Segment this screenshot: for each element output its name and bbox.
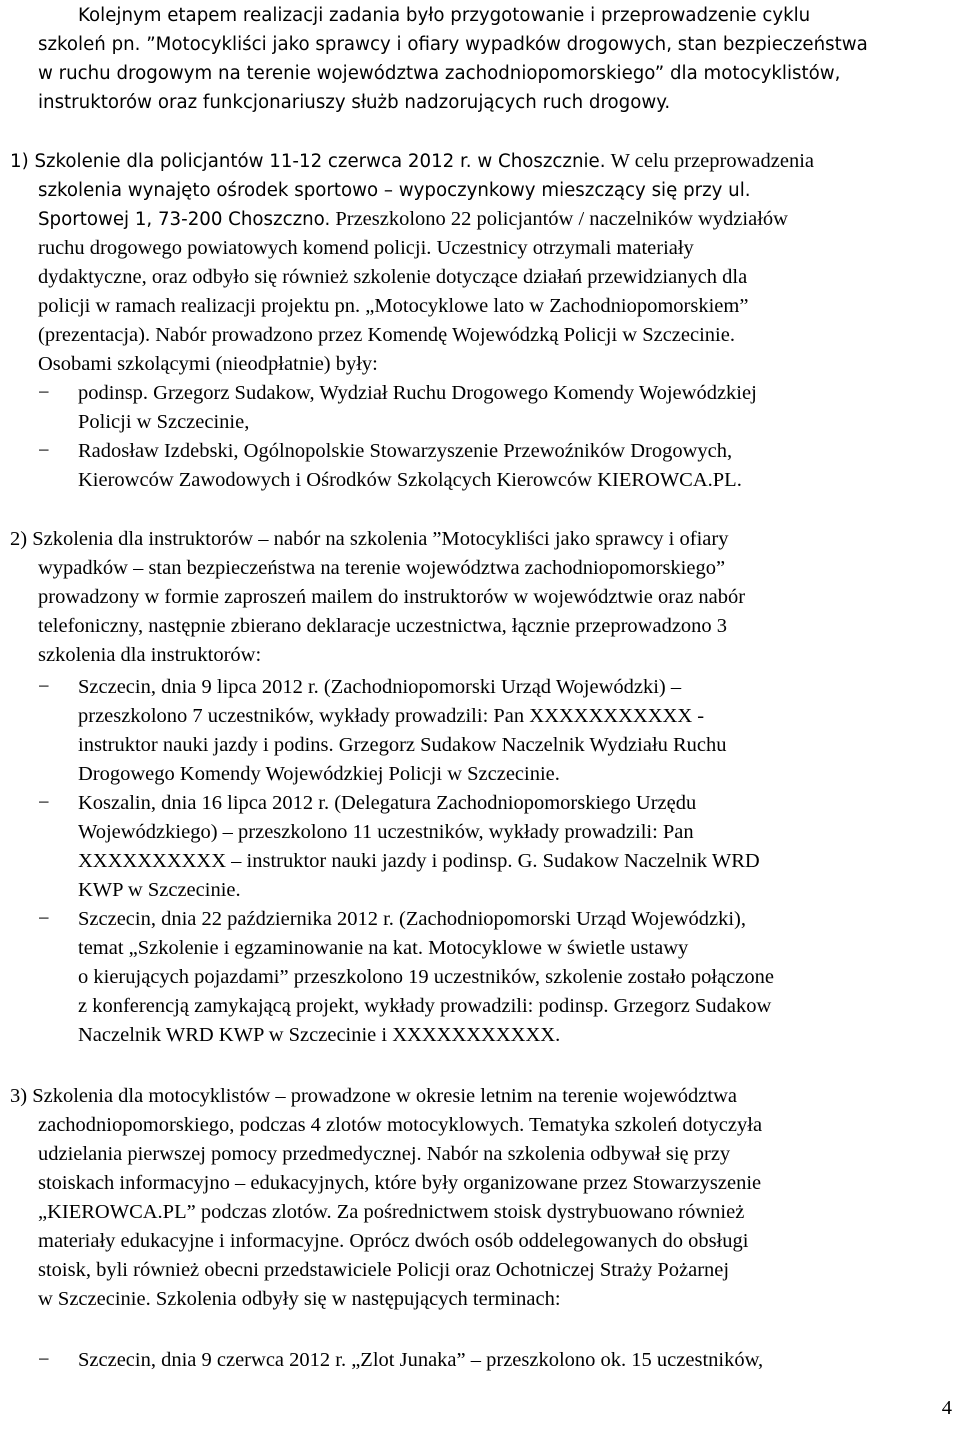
section-1-line-1-tail: W celu przeprowadzenia — [610, 150, 814, 172]
list-item-line: Kierowców Zawodowych i Ośrodków Szkolących Kierowców KIEROWCA.PL. — [78, 469, 742, 491]
section-3-line-7: stoisk, byli również obecni przedstawiciele Policji oraz Ochotniczej Straży Pożarnej — [38, 1259, 730, 1281]
list-item-line: Drogowego Komendy Wojewódzkiej Policji w Szczecinie. — [78, 763, 560, 785]
intro-line-2: szkoleń pn. ”Motocykliści jako sprawcy i ofiary wypadków drogowych, stan bezpieczeństwa — [38, 34, 868, 55]
list-item-line: XXXXXXXXXX – instruktor nauki jazdy i podinsp. G. Sudakow Naczelnik WRD — [78, 850, 760, 872]
section-3-line-5: „KIEROWCA.PL” podczas zlotów. Za pośrednictwem stoisk dystrybuowano również — [38, 1201, 745, 1223]
list-item-line: KWP w Szczecinie. — [78, 879, 241, 901]
section-1-line-3 — [38, 205, 788, 234]
intro-line-3: w ruchu drogowym na terenie województwa zachodniopomorskiego” dla motocyklistów, — [38, 63, 841, 84]
section-2-heading: 2) Szkolenia dla instruktorów – nabór na szkolenia ”Motocykliści jako sprawcy i ofiary — [10, 528, 729, 550]
section-1-line-1 — [10, 147, 814, 176]
section-1-line-5: dydaktyczne, oraz odbyło się również szkolenie dotyczące działań przewidzianych dla — [38, 266, 748, 288]
section-1-heading: 1) Szkolenie dla policjantów 11-12 czerwca 2012 r. w Choszcznie. — [10, 151, 606, 172]
section-2-line-3: prowadzony w formie zaproszeń mailem do instruktorów w województwie oraz nabór — [38, 586, 746, 608]
section-1-line-3-tail: Przeszkolono 22 policjantów / naczelników wydziałów — [335, 208, 788, 230]
dash-bullet: − — [38, 440, 50, 462]
intro-line-1: Kolejnym etapem realizacji zadania było przygotowanie i przeprowadzenie cyklu — [78, 5, 811, 26]
section-1-line-2: szkolenia wynajęto ośrodek sportowo – wypoczynkowy mieszczący się przy ul. — [38, 180, 751, 201]
section-2-line-5: szkolenia dla instruktorów: — [38, 644, 262, 666]
dash-bullet: − — [38, 1349, 50, 1371]
section-3-line-4: stoiskach informacyjno – edukacyjnych, które były organizowane przez Stowarzyszenie — [38, 1172, 762, 1194]
section-3-heading: 3) Szkolenia dla motocyklistów – prowadzone w okresie letnim na terenie województwa — [10, 1085, 737, 1107]
dash-bullet: − — [38, 676, 50, 698]
list-item-line: Szczecin, dnia 9 czerwca 2012 r. „Zlot Junaka” – przeszkolono ok. 15 uczestników, — [78, 1349, 764, 1371]
dash-bullet: − — [38, 792, 50, 814]
section-3-line-3: udzielania pierwszej pomocy przedmedycznej. Nabór na szkolenia odbywał się przy — [38, 1143, 731, 1165]
section-1-line-7: (prezentacja). Nabór prowadzono przez Komendę Wojewódzką Policji w Szczecinie. — [38, 324, 735, 346]
section-1-line-6: policji w ramach realizacji projektu pn. „Motocyklowe lato w Zachodniopomorskiem” — [38, 295, 749, 317]
list-item-line: podinsp. Grzegorz Sudakow, Wydział Ruchu Drogowego Komendy Wojewódzkiej — [78, 382, 757, 404]
list-item-line: Szczecin, dnia 22 października 2012 r. (Zachodniopomorski Urząd Wojewódzki), — [78, 908, 746, 930]
dash-bullet: − — [38, 908, 50, 930]
list-item-line: Szczecin, dnia 9 lipca 2012 r. (Zachodniopomorski Urząd Wojewódzki) – — [78, 676, 682, 698]
section-3-line-2: zachodniopomorskiego, podczas 4 zlotów motocyklowych. Tematyka szkoleń dotyczyła — [38, 1114, 763, 1136]
section-2-line-2: wypadków – stan bezpieczeństwa na terenie województwa zachodniopomorskiego” — [38, 557, 726, 579]
list-item-line: temat „Szkolenie i egzaminowanie na kat. Motocyklowe w świetle ustawy — [78, 937, 689, 959]
section-1-line-8: Osobami szkolącymi (nieodpłatnie) były: — [38, 353, 378, 375]
list-item-line: Naczelnik WRD KWP w Szczecinie i XXXXXXXXXXX. — [78, 1024, 561, 1046]
section-3-line-8: w Szczecinie. Szkolenia odbyły się w następujących terminach: — [38, 1288, 561, 1310]
dash-bullet: − — [38, 382, 50, 404]
section-2-line-4: telefoniczny, następnie zbierano deklaracje uczestnictwa, łącznie przeprowadzono 3 — [38, 615, 728, 637]
list-item-line: Radosław Izdebski, Ogólnopolskie Stowarzyszenie Przewoźników Drogowych, — [78, 440, 733, 462]
section-3-line-6: materiały edukacyjne i informacyjne. Oprócz dwóch osób oddelegowanych do obsługi — [38, 1230, 749, 1252]
section-1-line-4: ruchu drogowego powiatowych komend policji. Uczestnicy otrzymali materiały — [38, 237, 694, 259]
list-item-line: z konferencją zamykającą projekt, wykłady prowadzili: podinsp. Grzegorz Sudakow — [78, 995, 772, 1017]
section-1-line-3-head: Sportowej 1, 73-200 Choszczno. — [38, 209, 331, 230]
page-number: 4 — [941, 1397, 952, 1419]
list-item-line: o kierujących pojazdami” przeszkolono 19 uczestników, szkolenie zostało połączone — [78, 966, 774, 988]
list-item-line: Wojewódzkiego) – przeszkolono 11 uczestników, wykłady prowadzili: Pan — [78, 821, 694, 843]
list-item-line: instruktor nauki jazdy i podins. Grzegorz Sudakow Naczelnik Wydziału Ruchu — [78, 734, 727, 756]
intro-line-4: instruktorów oraz funkcjonariuszy służb nadzorujących ruch drogowy. — [38, 92, 671, 113]
list-item-line: Koszalin, dnia 16 lipca 2012 r. (Delegatura Zachodniopomorskiego Urzędu — [78, 792, 697, 814]
list-item-line: przeszkolono 7 uczestników, wykłady prowadzili: Pan XXXXXXXXXXX - — [78, 705, 705, 727]
list-item-line: Policji w Szczecinie, — [78, 411, 250, 433]
